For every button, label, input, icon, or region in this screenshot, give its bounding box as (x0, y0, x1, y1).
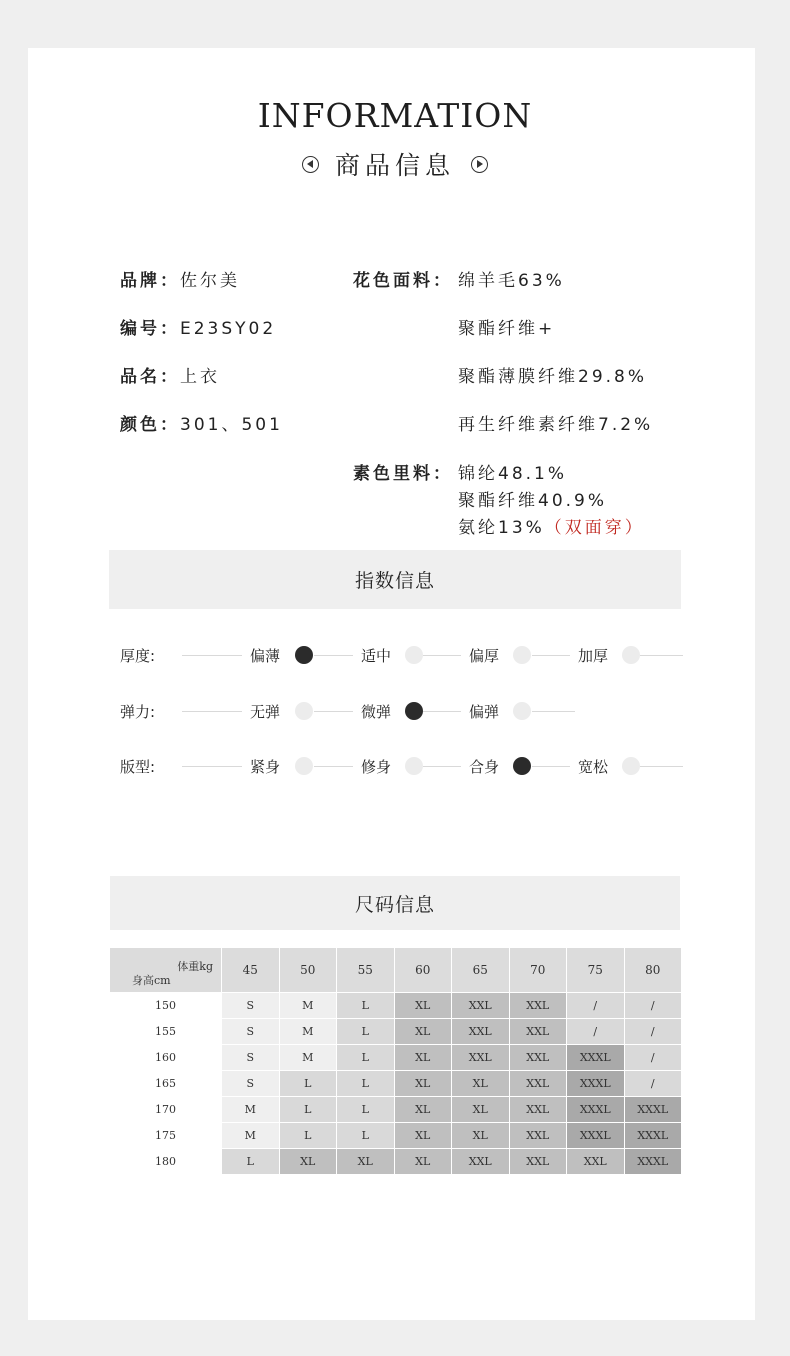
brand-row (120, 266, 240, 291)
index-selected-dot (405, 702, 423, 720)
size-cell: XXXL (567, 1071, 625, 1097)
height-cell: 155 (110, 1019, 222, 1045)
size-cell: L (337, 1071, 395, 1097)
color-row (120, 410, 283, 435)
size-cell: M (279, 993, 337, 1019)
plain-fabric-line: 锦纶48.1% (458, 464, 568, 484)
pattern-fabric-label: 花色面料： (353, 271, 453, 291)
brand-value: 佐尔美 (180, 271, 240, 291)
size-cell: XL (452, 1071, 510, 1097)
size-cell: XXL (452, 1149, 510, 1175)
index-connector-line (423, 766, 461, 767)
index-connector-line (314, 655, 353, 656)
size-cell: XXXL (567, 1097, 625, 1123)
index-option-label: 宽松 (578, 758, 609, 776)
size-cell: XL (394, 993, 452, 1019)
size-cell: XXXL (567, 1045, 625, 1071)
size-cell: XL (394, 1123, 452, 1149)
table-row (110, 1071, 682, 1097)
size-cell: / (624, 1071, 682, 1097)
size-cell: / (624, 1045, 682, 1071)
size-cell: S (222, 1019, 280, 1045)
index-dot (405, 757, 423, 775)
height-cell: 180 (110, 1149, 222, 1175)
index-connector-line (532, 766, 570, 767)
size-cell: L (337, 1045, 395, 1071)
size-cell: XL (452, 1123, 510, 1149)
index-connector-line (182, 711, 242, 712)
size-cell: XL (394, 1071, 452, 1097)
size-cell: XXXL (624, 1149, 682, 1175)
size-cell: M (279, 1019, 337, 1045)
size-cell: XXXL (567, 1123, 625, 1149)
size-table (109, 947, 682, 1175)
weight-header-cell: 50 (279, 948, 337, 993)
index-option-label: 偏薄 (250, 647, 281, 665)
height-cell: 175 (110, 1123, 222, 1149)
pattern-fabric-line: 绵羊毛63% (458, 271, 565, 291)
index-option-label: 偏厚 (469, 647, 500, 665)
index-dot (622, 646, 640, 664)
index-row-label: 厚度: (120, 647, 156, 665)
index-option-label: 加厚 (578, 647, 609, 665)
height-axis-label: 身高cm (132, 974, 171, 987)
size-cell: XL (337, 1149, 395, 1175)
weight-axis-label: 体重kg (177, 960, 213, 973)
index-dot (295, 757, 313, 775)
name-label: 品名： (120, 367, 180, 387)
index-connector-line (532, 655, 570, 656)
size-cell: XL (394, 1019, 452, 1045)
size-cell: / (624, 1019, 682, 1045)
size-cell: XXXL (624, 1123, 682, 1149)
size-cell: XXL (452, 1019, 510, 1045)
size-cell: XXL (509, 1097, 567, 1123)
index-connector-line (640, 655, 683, 656)
size-cell: XXL (509, 1019, 567, 1045)
size-cell: XXL (452, 993, 510, 1019)
size-cell: XXL (509, 1071, 567, 1097)
pattern-fabric-line: 聚酯薄膜纤维29.8% (458, 367, 648, 387)
table-row (110, 1149, 682, 1175)
index-connector-line (532, 711, 575, 712)
size-cell: XXL (509, 993, 567, 1019)
index-dot (405, 646, 423, 664)
plain-fabric-label: 素色里料： (353, 464, 453, 484)
name-value: 上衣 (180, 367, 220, 387)
color-label: 颜色： (120, 415, 180, 435)
index-dot (622, 757, 640, 775)
index-connector-line (423, 711, 461, 712)
size-cell: / (624, 993, 682, 1019)
brand-label: 品牌： (120, 271, 180, 291)
table-row (110, 993, 682, 1019)
size-cell: XXL (567, 1149, 625, 1175)
index-option-label: 合身 (469, 758, 500, 776)
size-cell: XXL (509, 1123, 567, 1149)
size-cell: XL (279, 1149, 337, 1175)
code-row (120, 314, 276, 339)
size-cell: XL (394, 1149, 452, 1175)
size-cell: XXXL (624, 1097, 682, 1123)
index-connector-line (640, 766, 683, 767)
size-table-header (110, 948, 682, 993)
index-option-label: 修身 (361, 758, 392, 776)
size-cell: XXL (452, 1045, 510, 1071)
index-dot (513, 646, 531, 664)
weight-header-cell: 45 (222, 948, 280, 993)
size-section-title: 尺码信息 (110, 876, 680, 930)
plain-fabric-line: 氨纶13%（双面穿） (458, 518, 645, 538)
table-row (110, 1097, 682, 1123)
size-cell: XXL (509, 1149, 567, 1175)
size-cell: S (222, 1045, 280, 1071)
pattern-fabric-line: 再生纤维素纤维7.2% (458, 415, 654, 435)
table-row (110, 1019, 682, 1045)
size-cell: M (222, 1123, 280, 1149)
index-row-label: 弹力: (120, 703, 156, 721)
height-cell: 170 (110, 1097, 222, 1123)
info-title-en: INFORMATION (257, 96, 533, 135)
size-cell: M (222, 1097, 280, 1123)
size-cell: L (337, 1019, 395, 1045)
index-connector-line (423, 655, 461, 656)
size-cell: L (337, 1097, 395, 1123)
index-connector-line (314, 766, 353, 767)
index-row-label: 版型: (120, 758, 156, 776)
color-value: 301、501 (180, 415, 283, 435)
height-cell: 150 (110, 993, 222, 1019)
code-label: 编号： (120, 319, 180, 339)
code-value: E23SY02 (180, 319, 277, 339)
pattern-fabric-line: 聚酯纤维+ (458, 319, 556, 339)
size-cell: XXL (509, 1045, 567, 1071)
size-cell: XL (452, 1097, 510, 1123)
size-cell: M (279, 1045, 337, 1071)
right-arrow-icon (471, 156, 488, 173)
height-cell: 165 (110, 1071, 222, 1097)
size-cell: S (222, 993, 280, 1019)
index-option-label: 无弹 (250, 703, 281, 721)
size-cell: L (337, 1123, 395, 1149)
weight-header-cell: 55 (337, 948, 395, 993)
height-cell: 160 (110, 1045, 222, 1071)
size-cell: L (222, 1149, 280, 1175)
index-option-label: 偏弹 (469, 703, 500, 721)
size-cell: / (567, 1019, 625, 1045)
weight-header-cell: 75 (567, 948, 625, 993)
index-section-title: 指数信息 (109, 550, 681, 609)
weight-header-cell: 65 (452, 948, 510, 993)
index-dot (513, 702, 531, 720)
size-cell: / (567, 993, 625, 1019)
index-option-label: 微弹 (361, 703, 392, 721)
index-dot (295, 702, 313, 720)
info-title-cn: 商品信息 (334, 151, 455, 180)
index-selected-dot (295, 646, 313, 664)
plain-fabric-line: 聚酯纤维40.9% (458, 491, 608, 511)
index-connector-line (314, 711, 353, 712)
weight-header-cell: 80 (624, 948, 682, 993)
name-row (120, 362, 220, 387)
weight-header-cell: 70 (509, 948, 567, 993)
info-title-row (0, 146, 790, 182)
weight-header-cell: 60 (394, 948, 452, 993)
index-option-label: 紧身 (250, 758, 281, 776)
table-row (110, 1123, 682, 1149)
size-cell: L (279, 1097, 337, 1123)
size-table-corner (110, 948, 222, 993)
size-cell: L (279, 1123, 337, 1149)
table-row (110, 1045, 682, 1071)
left-arrow-icon (302, 156, 319, 173)
index-connector-line (182, 766, 242, 767)
size-cell: XL (394, 1045, 452, 1071)
size-cell: S (222, 1071, 280, 1097)
size-cell: XL (394, 1097, 452, 1123)
index-selected-dot (513, 757, 531, 775)
double-sided-note: （双面穿） (544, 518, 645, 538)
size-cell: L (279, 1071, 337, 1097)
index-option-label: 适中 (361, 647, 392, 665)
index-connector-line (182, 655, 242, 656)
size-cell: L (337, 993, 395, 1019)
